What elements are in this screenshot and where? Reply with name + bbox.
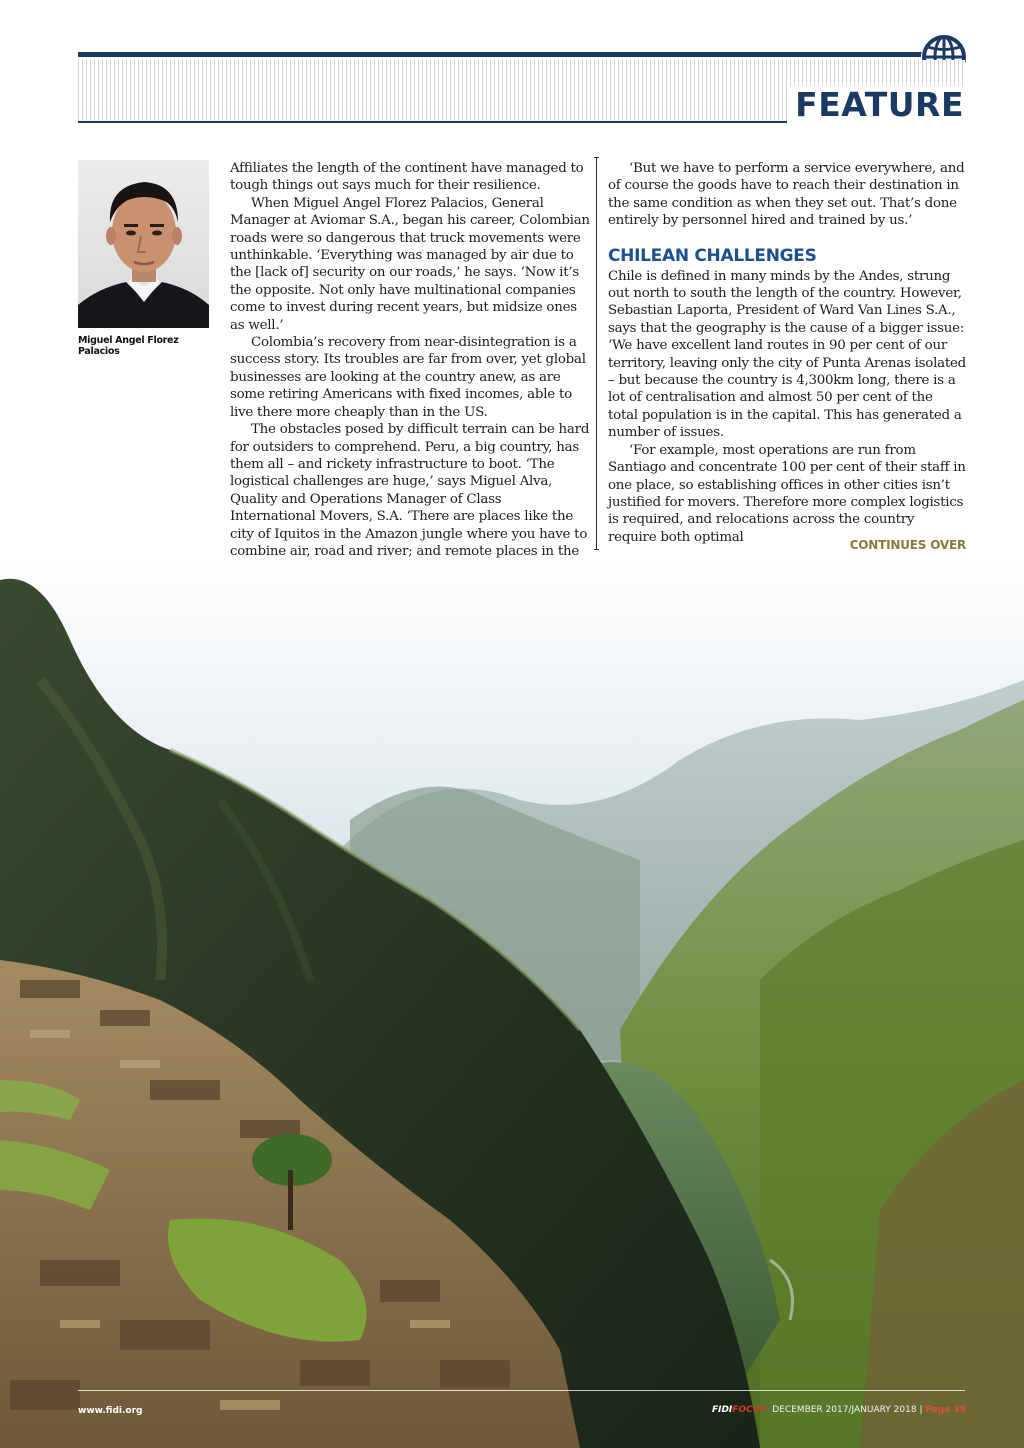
page-number: Page 39 [925, 1405, 966, 1415]
subheading: CHILEAN CHALLENGES [608, 245, 817, 266]
paragraph: ‘For example, most operations are run from Santiago and concentrate 100 per cent of their staff in one place, so establishing offices in other cities isn’t justified for movers. Therefore more complex logistics is required, and relocations across the country require both optimal [608, 442, 966, 545]
continues-over-label: CONTINUES OVER [849, 538, 966, 552]
portrait-caption: Miguel Angel Florez Palacios [78, 335, 179, 357]
header-rule [78, 52, 928, 57]
footer-issue-info [712, 1405, 966, 1415]
website-link[interactable]: www.fidi.org [78, 1406, 143, 1416]
footer-separator: | [919, 1405, 923, 1415]
article-column-1 [230, 160, 590, 578]
paragraph: When Miguel Angel Florez Palacios, General Manager at Aviomar S.A., began his career, Colombian roads were so dangerous that truck movements were unthinkable. ‘Everything was managed by air due to the [lack of] security on our roads,’ he says. ‘Now it’s the opposite. Not only have multinational companies come to invest during recent years, but midsize ones as well.’ [230, 195, 590, 333]
issue-date: DECEMBER 2017/JANUARY 2018 [772, 1405, 917, 1415]
paragraph: Chile is defined in many minds by the Andes, strung out north to south the length of the country. However, Sebastian Laporta, President of Ward Van Lines S.A., says that the geography is the cause of a bigger issue: ‘We have excellent land routes in 90 per cent of our territory, leaving only the city of Punta Arenas isolated – but because the country is 4,300km long, there is a lot of centralisation and almost 50 per cent of the total population is in the capital. This has generated a number of issues. [608, 268, 966, 441]
paragraph: Affiliates the length of the continent have managed to tough things out says much for their resilience. [230, 161, 584, 194]
paragraph: Colombia’s recovery from near-disintegration is a success story. Its troubles are far from over, yet global businesses are looking at the country anew, as are some retiring Americans with fixed incomes, able to live there more cheaply than in the US. [230, 335, 586, 420]
paragraph: ‘But we have to perform a service everywhere, and of course the goods have to reach their destination in the same condition as when they set out. That’s done entirely by personnel hired and trained by us.’ [608, 161, 965, 229]
brand-name-suffix: FOCUS [732, 1405, 767, 1415]
portrait-photo [78, 160, 209, 328]
section-title: FEATURE [787, 86, 966, 124]
footer-rule [78, 1390, 965, 1391]
brand-name: FIDI [711, 1405, 733, 1415]
article-column-2 [608, 160, 966, 546]
paragraph: The obstacles posed by difficult terrain can be hard for outsiders to comprehend. Peru, a big country, has them all – and rickety infrastructure to boot. ‘The logistical challenges are huge,’ says Miguel Alva, Quality and Operations Manager of Class International Movers, S.A. ‘There are places like the city of Iquitos in the Amazon jungle where you have to combine air, road and river; and remote places in the [230, 422, 590, 559]
column-divider [596, 157, 597, 550]
landscape-photo [0, 560, 1024, 1448]
